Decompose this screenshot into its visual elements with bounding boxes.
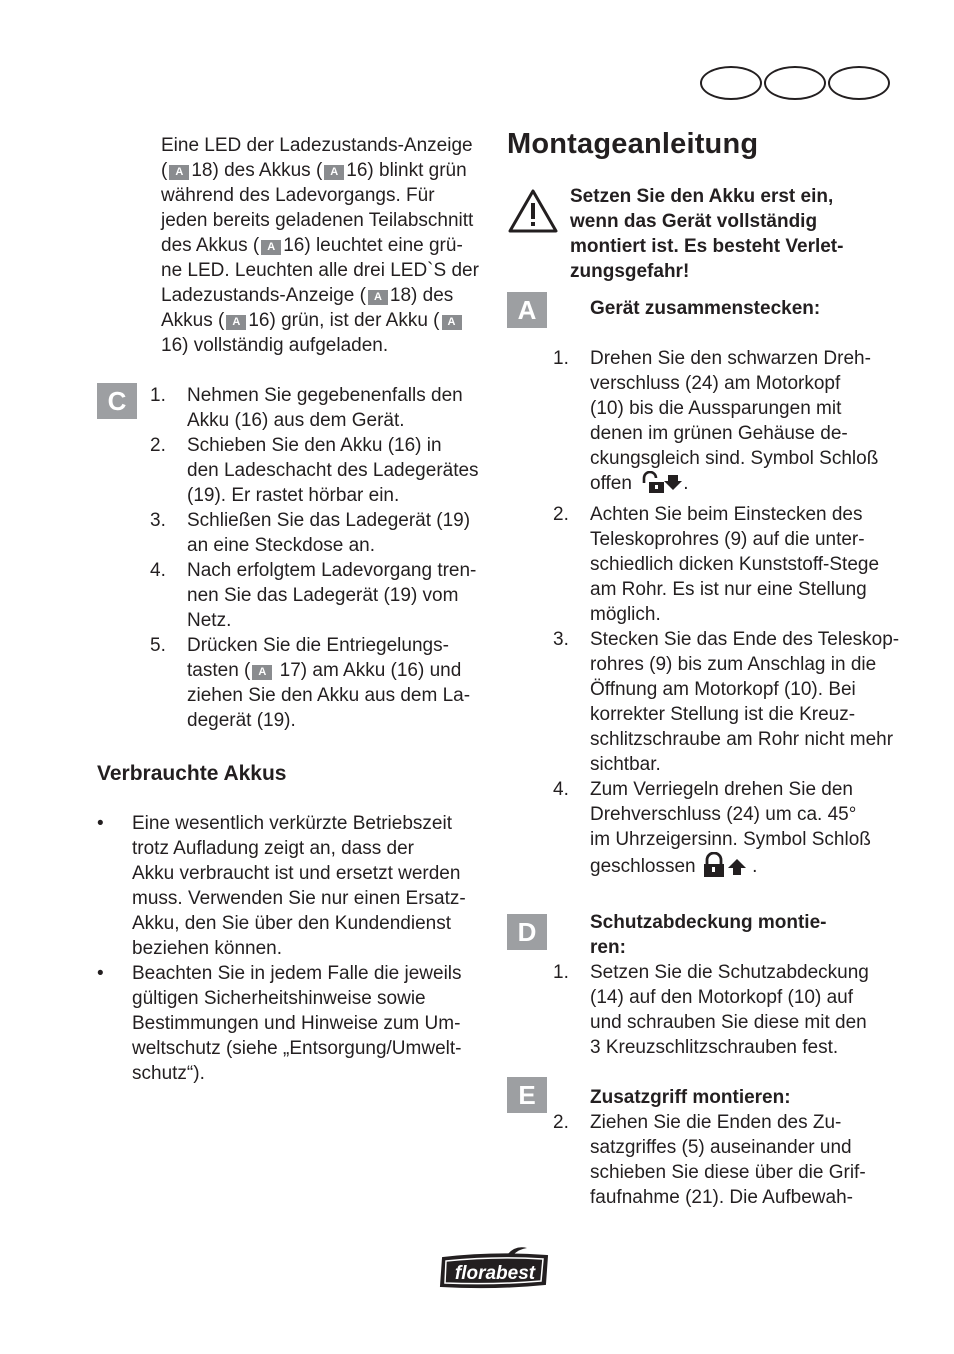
section-a-box: A: [507, 292, 547, 328]
left-column: [97, 133, 489, 1086]
figure-a-mark: A: [368, 290, 388, 305]
list-item: 3. Schließen Sie das Ladegerät (19) an eine Steckdose an.: [150, 510, 471, 556]
figure-a-mark: A: [324, 165, 344, 180]
figure-a-mark: A: [226, 315, 246, 330]
used-batteries-list: [97, 811, 489, 1086]
list-item: 3. Stecken Sie das Ende des Teleskop- rohres (9) bis zum Anschlag in die Öffnung am Motorkopf (10). Bei korrekter Stellung ist die Kreuz- schlitzschraube am Rohr nicht mehr sichtbar.: [553, 629, 900, 775]
page-title: Montageanleitung: [507, 128, 759, 160]
language-oval-2: [764, 66, 826, 100]
section-d-box: D: [507, 914, 547, 950]
list-item: 2. Schieben Sie den Akku (16) in den Ladeschacht des Ladegerätes (19). Er rastet hörbar ein.: [150, 435, 479, 506]
section-d: [507, 910, 907, 1060]
florabest-logo: [437, 1244, 553, 1290]
warning-icon: [507, 188, 559, 234]
list-item: 4. Nach erfolgtem Ladevorgang tren- nen Sie das Ladegerät (19) vom Netz.: [150, 560, 477, 631]
list-item: • Eine wesentlich verkürzte Betriebszeit trotz Aufladung zeigt an, dass der Akku verbraucht ist und ersetzt werden muss. Verwenden Sie nur einen Ersatz- Akku, den Sie über den Kundendienst beziehen können.: [97, 813, 466, 959]
used-batteries-heading: Verbrauchte Akkus: [97, 762, 287, 785]
section-e: [507, 1080, 907, 1210]
figure-a-mark: A: [169, 165, 189, 180]
figure-a-mark: A: [252, 665, 272, 680]
section-a: [507, 296, 907, 885]
language-ovals: [700, 66, 890, 98]
list-item: 1. Nehmen Sie gegebenenfalls den Akku (16) aus dem Gerät.: [150, 385, 463, 431]
svg-text:florabest: florabest: [454, 1263, 536, 1284]
list-item: 2. Achten Sie beim Einstecken des Teleskoprohres (9) auf die unter- schiedlich dicken Kunststoff-Stege am Rohr. Es ist nur eine Stellung möglich.: [553, 504, 880, 625]
list-item: • Beachten Sie in jedem Falle die jeweils gültigen Sicherheitshinweise sowie Bestimmungen und Hinweise zum Um- weltschutz (siehe „Entsorgung/Umwelt- schutz“).: [97, 963, 462, 1084]
lock-closed-icon: [701, 852, 747, 885]
list-item: 4. Zum Verriegeln drehen Sie den Drehverschluss (24) um ca. 45° im Uhrzeigersinn. Symbol Schloß geschlossen .: [507, 777, 907, 885]
language-oval-1: [700, 66, 762, 100]
charge-indicator-text: Eine LED der Ladezustands-Anzeige ( A 18) des Akkus ( A 16) blinkt grün während des Ladevorgangs. Für jeden bereits geladenen Teilabschnitt des Akkus ( A 16) leuchtet eine grü- ne LED. Leuchten alle drei LED`S der Ladezustands-Anzeige ( A 18) des Akkus ( A 16) grün, ist der Akku ( A 16) vollständig aufgeladen.: [161, 135, 479, 356]
right-column: [507, 124, 907, 1210]
list-item: 1. Drehen Sie den schwarzen Dreh- verschluss (24) am Motorkopf (10) bis die Aussparungen mit denen im grünen Gehäuse de- ckungsgleich sind. Symbol Schloß offen .: [507, 346, 907, 502]
figure-a-mark: A: [261, 240, 281, 255]
warning-block: Setzen Sie den Akku erst ein, wenn das Gerät vollständig montiert ist. Es besteht Verlet- zungsgefahr!: [507, 184, 907, 284]
section-a-heading: Gerät zusammenstecken:: [590, 298, 821, 319]
list-item: 1. Setzen Sie die Schutzabdeckung (14) auf den Motorkopf (10) auf und schrauben Sie diese mit den 3 Kreuzschlitzschrauben fest.: [553, 962, 869, 1058]
lock-open-icon: [637, 471, 683, 502]
list-item: 2. Ziehen Sie die Enden des Zu- satzgriffes (5) auseinander und schieben Sie diese über die Grif- faufnahme (21). Die Aufbewah-: [553, 1112, 866, 1208]
list-item: 5. Drücken Sie die Entriegelungs- tasten ( A 17) am Akku (16) und ziehen Sie den Akku aus dem La- degerät (19).: [150, 635, 471, 731]
section-c-box: C: [97, 383, 137, 419]
figure-a-mark: A: [442, 315, 462, 330]
language-oval-3: [828, 66, 890, 100]
section-e-box: E: [507, 1077, 547, 1113]
charging-steps: [97, 383, 489, 733]
section-d-heading: Schutzabdeckung montie- ren:: [590, 912, 827, 958]
section-e-heading: Zusatzgriff montieren:: [590, 1087, 791, 1108]
